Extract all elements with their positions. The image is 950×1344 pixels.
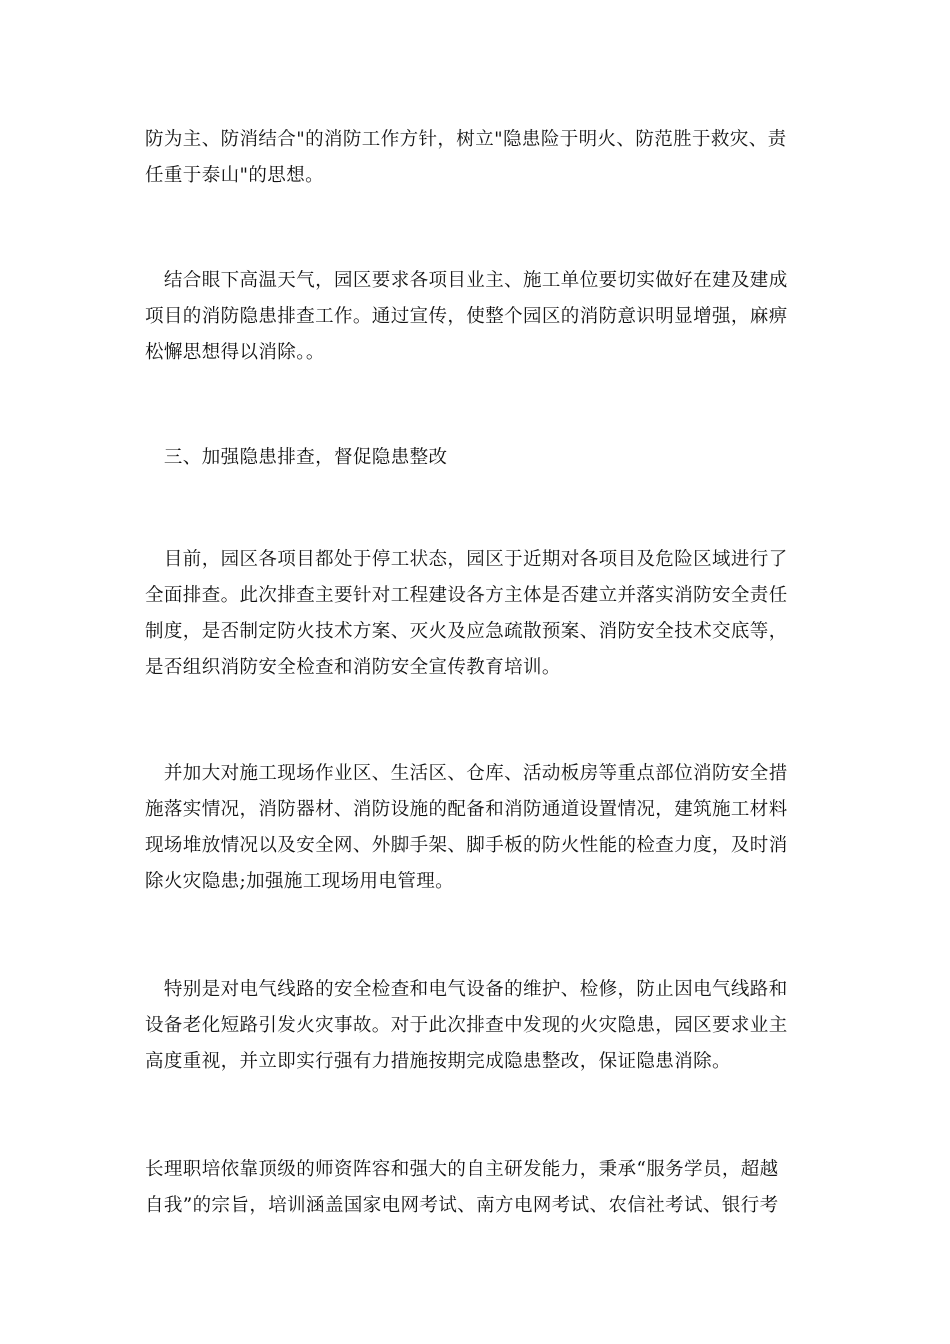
text-line: 项目的消防隐患排查工作。通过宣传，使整个园区的消防意识明显增强，麻痹 [145, 306, 788, 327]
text-line: 结合眼下高温天气，园区要求各项目业主、施工单位要切实做好在建及建成 [145, 270, 788, 291]
text-line: 任重于泰山"的思想。 [145, 165, 325, 186]
paragraph-site-measures [145, 756, 810, 900]
paragraph-inspection [145, 542, 810, 686]
text-line: 施落实情况，消防器材、消防设施的配备和消防通道设置情况，建筑施工材料 [145, 799, 788, 820]
paragraph-high-temperature [145, 263, 810, 371]
text-line: 特别是对电气线路的安全检查和电气设备的维护、检修，防止因电气线路和 [145, 979, 788, 1000]
paragraph-fire-policy [145, 122, 810, 194]
text-line: 长理职培依靠顶级的师资阵容和强大的自主研发能力，秉承“服务学员，超越 [145, 1159, 779, 1180]
text-line: 自我”的宗旨，培训涵盖国家电网考试、南方电网考试、农信社考试、银行考 [145, 1195, 779, 1216]
text-line: 制度，是否制定防火技术方案、灭火及应急疏散预案、消防安全技术交底等， [145, 621, 788, 642]
text-line: 防为主、防消结合"的消防工作方针，树立"隐患险于明火、防范胜于救灾、责 [145, 129, 787, 150]
text-line: 除火灾隐患;加强施工现场用电管理。 [145, 871, 455, 892]
section-heading-3 [145, 440, 810, 476]
text-line: 全面排查。此次排查主要针对工程建设各方主体是否建立并落实消防安全责任 [145, 585, 788, 606]
text-line: 高度重视，并立即实行强有力措施按期完成隐患整改，保证隐患消除。 [145, 1051, 731, 1072]
text-line: 三、加强隐患排查，督促隐患整改 [145, 447, 448, 468]
text-line: 并加大对施工现场作业区、生活区、仓库、活动板房等重点部位消防安全措 [145, 763, 788, 784]
text-line: 是否组织消防安全检查和消防安全宣传教育培训。 [145, 657, 561, 678]
text-line: 目前，园区各项目都处于停工状态，园区于近期对各项目及危险区域进行了 [145, 549, 788, 570]
text-line: 设备老化短路引发火灾事故。对于此次排查中发现的火灾隐患，园区要求业主 [145, 1015, 788, 1036]
text-line: 松懈思想得以消除。。 [145, 342, 325, 363]
paragraph-electrical [145, 972, 810, 1080]
paragraph-training-promo [145, 1152, 810, 1224]
text-line: 现场堆放情况以及安全网、外脚手架、脚手板的防火性能的检查力度，及时消 [145, 835, 788, 856]
